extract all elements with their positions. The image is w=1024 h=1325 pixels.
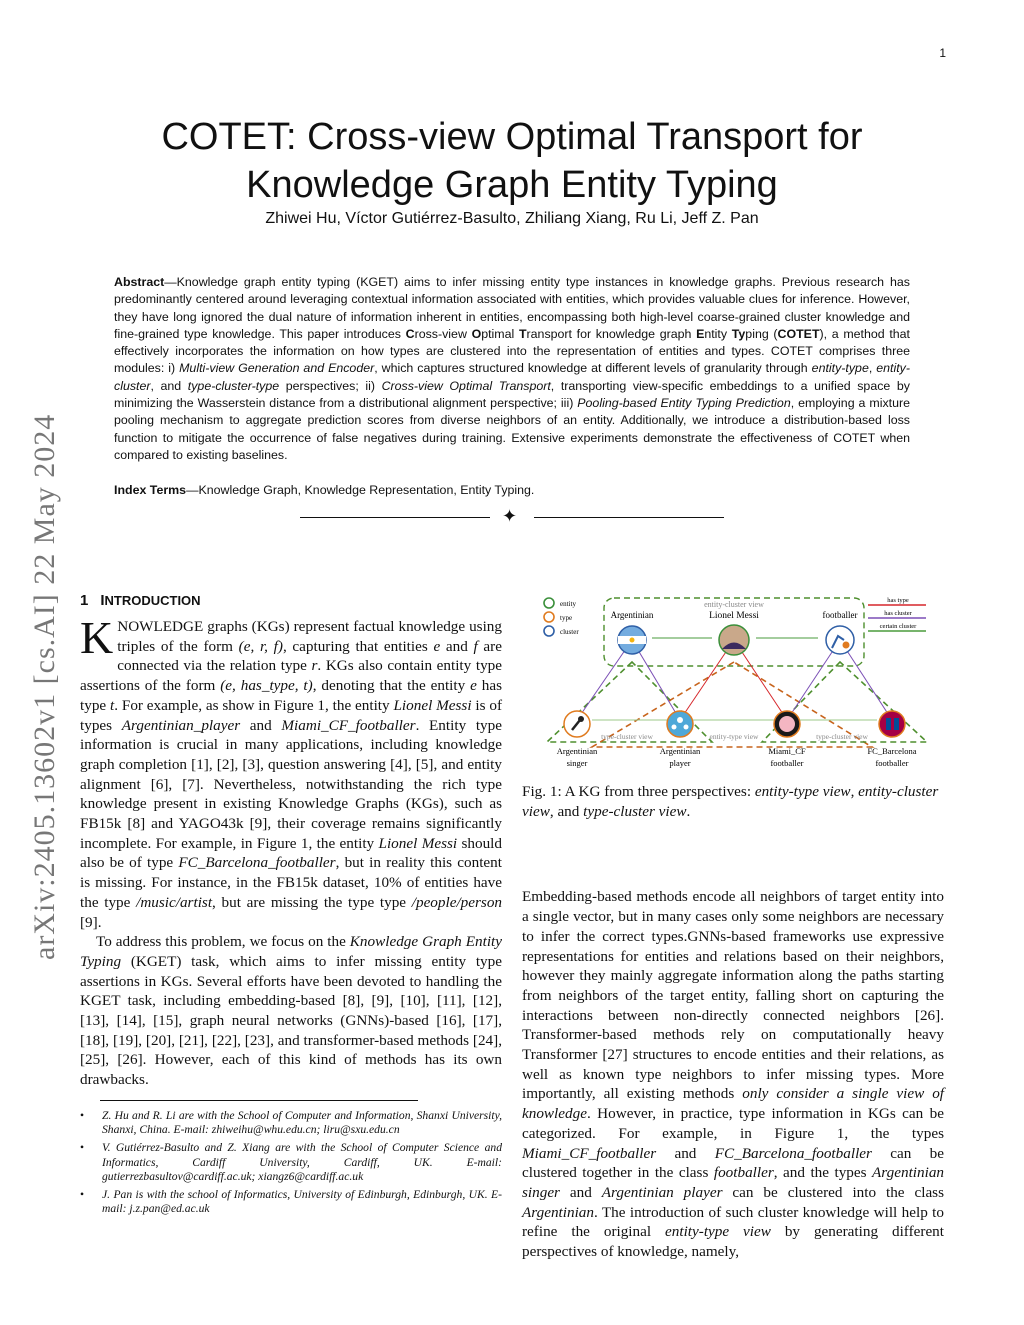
cluster-legend-icon xyxy=(544,626,554,636)
legend-label-entity: entity xyxy=(560,600,576,608)
abstract-text: , xyxy=(868,361,877,376)
text-run: and xyxy=(559,1183,602,1201)
entity-name: Lionel Messi xyxy=(378,834,458,852)
node-label-barcelona-2: footballer xyxy=(875,758,909,768)
bullet-icon: • xyxy=(80,1141,85,1155)
type-name: Argentinian player xyxy=(601,1183,723,1201)
type-name: /people/person xyxy=(411,893,503,911)
text-run: . The introduction of such cluster knowledge will help to refine the original xyxy=(522,1203,944,1241)
method-name-part: ntity xyxy=(704,326,732,341)
node-label-argentinian-singer-2: singer xyxy=(566,758,588,768)
crest-inner xyxy=(779,716,795,732)
caption-text: Fig. 1: A KG from three perspectives: xyxy=(522,783,755,800)
text-run: graphs (KGs) represent factual knowledge using triples of the form xyxy=(117,618,502,655)
text-run: Embedding-based methods encode all neighbors of target entity into a single vector, but in many cases only some neighbors are necessary to infer the correct types.GNNs-based frameworks use expressive representations for entities and relations based on their neighbors, however they mainly aggregate information along the paths starting from neighbors of the target entity, falling short on capturing the interactions between non-directly connected neighbors [26]. Transformer-based methods rely on computationally heavy Transformer [27] structures to encode entities and their relations, as well as known type neighbors to infer missing types. More importantly, all existing methods xyxy=(522,888,944,1103)
method-name-letter: Ty xyxy=(731,326,746,341)
view-name: entity-type view xyxy=(665,1223,771,1241)
arxiv-identifier: arXiv:2405.13602v1 [cs.AI] 22 May 2024 xyxy=(28,413,61,960)
abstract-label: Abstract xyxy=(114,275,165,289)
math-expr: t xyxy=(110,696,115,714)
node-label-barcelona: FC_Barcelona xyxy=(867,746,917,756)
left-column xyxy=(80,592,502,1220)
abstract-text: perspectives; ii) xyxy=(279,378,382,393)
lead-word: NOWLEDGE xyxy=(117,618,204,635)
drop-cap: K xyxy=(80,612,114,663)
node-label-messi: Lionel Messi xyxy=(709,611,759,621)
edge-legend-has-type: has type xyxy=(887,597,909,604)
entity-cluster-view-label: entity-cluster view xyxy=(704,600,764,609)
module-name: Cross-view Optimal Transport xyxy=(381,378,551,393)
edge-legend-certain-cluster: certain cluster xyxy=(879,623,917,630)
index-terms-label: Index Terms xyxy=(114,483,187,497)
footnote xyxy=(80,1141,502,1185)
perspective-name: entity-cluster xyxy=(114,361,911,393)
module-name: Pooling-based Entity Typing Prediction xyxy=(577,396,791,411)
footnote-text: J. Pan is with the school of Informatics, University of Edinburgh, Edinburgh, UK. E-mail: j.z.pan@ed.ac.uk xyxy=(102,1187,502,1216)
right-column xyxy=(522,592,944,1262)
section-heading xyxy=(80,592,502,609)
emphasis: only consider a single view of knowledge xyxy=(522,1085,945,1123)
paper-title: COTET: Cross-view Optimal Transport for Knowledge Graph Entity Typing xyxy=(161,116,863,207)
method-name-part: ransport for knowledge graph xyxy=(526,326,697,341)
caption-view-name: entity-cluster view xyxy=(522,783,939,820)
node-label-argentinian-player: Argentinian xyxy=(659,746,701,756)
math-expr: (e, has_type, t) xyxy=(220,677,313,695)
barcelona-crest-icon xyxy=(879,711,905,737)
method-name-part: ptimal xyxy=(481,326,519,341)
method-name-letter: E xyxy=(696,326,705,341)
entity-type-view-label: entity-type view xyxy=(709,732,759,741)
type-name: Argentinian_player xyxy=(121,716,241,734)
abstract-text: , employing a mixture pooling mechanism to aggregate prediction scores from diverse neighbors of an entity. Additionally, we introduce a distribution-based loss function to mitigate the occurrence of false negatives during training. Extensive experiments demonstrate the effectiveness of COTET when compared to existing baselines. xyxy=(114,396,911,462)
perspective-name: type-cluster-type xyxy=(187,378,280,393)
text-run: is of types xyxy=(80,696,503,734)
type-legend-icon xyxy=(544,612,554,622)
footnote-rule xyxy=(100,1100,418,1101)
crest-stripe xyxy=(894,718,899,730)
node-label-footballer: footballer xyxy=(822,610,858,620)
text-run: , but are missing the type type xyxy=(212,893,412,911)
player-dot xyxy=(677,717,683,723)
text-run: can be clustered into the class xyxy=(722,1183,945,1201)
type-cluster-view-label-left: type-cluster view xyxy=(601,732,653,741)
player-dot xyxy=(684,725,689,730)
method-name-letter: O xyxy=(471,326,482,341)
kg-diagram xyxy=(522,592,944,778)
divider-line xyxy=(300,517,490,518)
type-name: /music/artist xyxy=(136,893,213,911)
text-run: , denoting that the entity xyxy=(312,677,471,695)
node-label-argentinian-player-2: player xyxy=(669,758,691,768)
text-run: can be clustered together in the class xyxy=(522,1144,944,1182)
intro-text xyxy=(80,612,503,1090)
math-expr: f xyxy=(473,637,478,655)
type-cluster-view-label-right: type-cluster view xyxy=(816,732,868,741)
method-name-letter: C xyxy=(405,326,415,341)
section-divider xyxy=(300,508,724,528)
text-run: . For example, as show in Figure 1, the entity xyxy=(114,696,394,714)
right-column-text xyxy=(522,887,944,1261)
footnote-text: V. Gutiérrez-Basulto and Z. Xiang are with the School of Computer Science and Informatics, Cardiff University, Cardiff, UK. E-mail: gutierrezbasultov@cardiff.ac.uk; xiangz6@cardiff.ac.uk xyxy=(102,1141,502,1184)
type-name: Miami_CF_footballer xyxy=(281,716,416,734)
abstract xyxy=(114,274,910,464)
bullet-icon: • xyxy=(80,1108,85,1122)
math-expr: (e, r, f) xyxy=(238,637,283,655)
entity-name: Lionel Messi xyxy=(393,696,472,714)
text-run: and xyxy=(656,1144,715,1162)
ball-icon xyxy=(843,642,850,649)
text-run: . KGs also contain entity type assertions of the form xyxy=(80,657,502,695)
node-label-argentinian: Argentinian xyxy=(610,610,654,620)
module-name: Multi-view Generation and Encoder xyxy=(179,361,375,376)
entity-legend-icon xyxy=(544,598,554,608)
text-run: (KGET) task, which aims to infer missing entity type assertions in KGs. Several efforts have been devoted to handling the KGET task, including embedding-based [8], [9], [10], [11], [12], [13], [14], [15], graph neural networks (GNNs)-based [16], [17], [18], [19], [20], [21], [22], [23], and transformer-based methods [24], [25], [26]. However, each of this kind of methods has its own drawbacks. xyxy=(80,952,502,1089)
messi-avatar-icon xyxy=(719,625,749,655)
cluster-name: footballer xyxy=(713,1164,774,1182)
text-run: . However, in practice, type information in KGs can be categorized. For example, in Figure 1, the types xyxy=(522,1105,944,1142)
text-run: , and the types xyxy=(773,1164,873,1182)
caption-view-name: type-cluster view xyxy=(583,802,687,820)
section-number: 1 xyxy=(80,592,89,609)
abstract-text: —Knowledge graph entity typing (KGET) aims to infer missing entity type instances in knowledge graphs. Previous research has predominantly centered around leveraging contextual information associated with entities, which provides valuable clues for inference. However, they have long ignored the dual nature of information inherent in entities, encompassing both high-level coarse-grained cluster knowledge and fine-grained type knowledge. This paper introduces xyxy=(114,275,910,341)
caption-text: . xyxy=(686,802,691,820)
text-run: and xyxy=(440,637,474,655)
text-run: [9]. xyxy=(80,913,102,931)
right-paragraph xyxy=(522,887,944,1261)
node-label-argentinian-singer: Argentinian xyxy=(556,746,598,756)
footnotes xyxy=(80,1109,502,1217)
intro-paragraph-2 xyxy=(80,932,502,1090)
math-expr: e xyxy=(433,637,441,655)
intro-paragraph-1 xyxy=(80,612,503,932)
node-label-miami-2: footballer xyxy=(770,758,804,768)
cluster-name: Argentinian xyxy=(522,1203,594,1221)
text-run: , capturing that entities xyxy=(282,637,434,655)
type-name: FC_Barcelona_footballer xyxy=(178,854,336,872)
math-expr: e xyxy=(470,677,477,695)
text-run: by generating different perspectives of knowledge, namely, xyxy=(522,1223,944,1261)
index-terms xyxy=(114,483,910,497)
footballer-icon xyxy=(826,626,854,654)
caption-text: , and xyxy=(549,802,584,820)
text-run: has type xyxy=(80,677,503,714)
node-label-miami: Miami_CF xyxy=(768,746,806,756)
footnote xyxy=(80,1188,502,1217)
abstract-text: , which captures structured knowledge at different levels of granularity through xyxy=(374,361,812,376)
text-run: , but in reality this content is missing. For instance, in the FB15k dataset, 10% of entities have the type xyxy=(80,854,502,911)
type-name: FC_Barcelona_footballer xyxy=(714,1144,872,1162)
legend-label-cluster: cluster xyxy=(560,628,579,636)
text-run: . Entity type information is crucial in many applications, including knowledge graph completion [1], [2], [3], question answering [4], [5], and entity alignment [6], [7]. Nevertheless, notwithstanding the rich type knowledge present in existing Knowledge Graphs (KGs), such as FB15k [8] and YAGO43k [9], their coverage remains significantly incomplete. For example, in Figure 1, the entity xyxy=(80,716,502,852)
player-dot xyxy=(672,725,677,730)
legend-label-type: type xyxy=(560,614,573,622)
section-title-initial: I xyxy=(100,592,105,609)
crest-stripe xyxy=(886,718,891,730)
player-group-icon xyxy=(667,711,693,737)
index-terms-text: —Knowledge Graph, Knowledge Representation, Entity Typing. xyxy=(186,483,535,497)
abstract-text: , transporting view-specific embeddings to a unified space by minimizing the Wasserstein distance from a distributional alignment perspective; iii) xyxy=(114,378,910,411)
method-name-part: ross-view xyxy=(414,326,472,341)
edge-legend-has-cluster: has cluster xyxy=(884,610,912,617)
math-expr: r xyxy=(311,657,318,675)
method-acronym: COTET xyxy=(777,326,820,341)
author-list: Zhiwei Hu, Víctor Gutiérrez-Basulto, Zhiliang Xiang, Ru Li, Jeff Z. Pan xyxy=(265,210,759,227)
method-name-letter: T xyxy=(518,326,527,341)
task-name: Knowledge Graph Entity Typing xyxy=(80,933,502,970)
perspective-name: entity-type xyxy=(811,361,869,376)
type-name: Miami_CF_footballer xyxy=(522,1144,657,1162)
type-name: Argentinian singer xyxy=(522,1164,945,1201)
footnote xyxy=(80,1109,502,1138)
abstract-text: ), a method that effectively incorporates the information on how types are clustered into the representation of entities and types. COTET comprises three modules: i) xyxy=(114,326,911,376)
text-run: To address this problem, we focus on the xyxy=(96,933,350,951)
text-run: should also be of type xyxy=(80,834,502,872)
figure-caption xyxy=(522,782,944,821)
page-number: 1 xyxy=(939,46,946,60)
sun-icon xyxy=(630,638,635,643)
caption-text: , xyxy=(850,783,859,800)
abstract-text: , and xyxy=(150,378,188,393)
section-title-rest: NTRODUCTION xyxy=(104,593,201,608)
divider-star-icon: ✦ xyxy=(502,506,518,527)
bullet-icon: • xyxy=(80,1187,85,1201)
caption-view-name: entity-type view xyxy=(754,783,851,800)
method-name-part: ping ( xyxy=(745,326,778,341)
footnote-text: Z. Hu and R. Li are with the School of Computer and Information, Shanxi University, Shanxi, China. E-mail: zhiweihu@whu.edu.cn; liru@sxu.edu.cn xyxy=(102,1108,502,1137)
divider-line xyxy=(534,517,724,518)
text-run: are connected via the relation type xyxy=(117,637,502,675)
figure-1 xyxy=(522,592,944,778)
mic-head xyxy=(578,716,584,722)
text-run: and xyxy=(240,716,282,734)
